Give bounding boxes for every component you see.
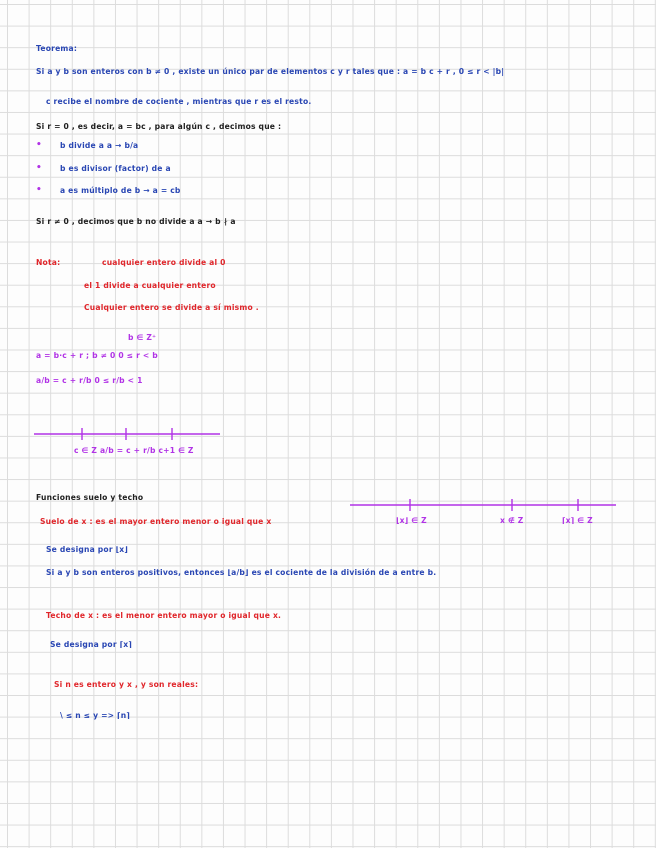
suelo-definition: Suelo de x : es el mayor entero menor o igual que x: [40, 517, 272, 526]
nota-label: Nota:: [36, 258, 61, 267]
theorem-title: Teorema:: [36, 44, 78, 53]
techo-definition: Techo de x : es el menor entero mayor o igual que x.: [46, 611, 282, 620]
nota-line-3: Cualquier entero se divide a sí mismo .: [84, 303, 259, 312]
axis-label-floor: ⌊x⌋ ∈ Z: [396, 516, 427, 525]
theorem-line-4: Si r ≠ 0 , decimos que b no divide a a → b ∤ a: [36, 217, 236, 226]
theorem-line-2: c recibe el nombre de cociente , mientras que r es el resto.: [46, 97, 312, 106]
axis-label-x: x ∉ Z: [500, 516, 524, 525]
techo-property: \ ≤ n ≤ y => ⌈n⌉: [60, 711, 130, 720]
floor-ceil-title: Funciones suelo y techo: [36, 493, 144, 502]
bullet-dot: •: [36, 163, 42, 173]
bullet-1: b divide a a → b/a: [60, 141, 139, 150]
division-eq-2: a/b = c + r/b 0 ≤ r/b < 1: [36, 376, 143, 385]
bullet-dot: •: [36, 185, 42, 195]
bullet-dot: •: [36, 140, 42, 150]
division-eq-1: a = b·c + r ; b ≠ 0 0 ≤ r < b: [36, 351, 158, 360]
theorem-line-3: Si r = 0 , es decir, a = bc , para algún c , decimos que :: [36, 122, 282, 131]
division-line-labels: c ∈ Z a/b = c + r/b c+1 ∈ Z: [74, 446, 194, 455]
bullet-3: a es múltiplo de b → a = cb: [60, 186, 181, 195]
techo-condition: Si n es entero y x , y son reales:: [54, 680, 199, 689]
theorem-line-1: Si a y b son enteros con b ≠ 0 , existe un único par de elementos c y r tales que : a = b c + r , 0 ≤ r < |b|: [36, 67, 505, 76]
suelo-notation: Se designa por ⌊x⌋: [46, 545, 129, 554]
nota-line-2: el 1 divide a cualquier entero: [84, 281, 216, 290]
techo-notation: Se designa por ⌈x⌉: [50, 640, 133, 649]
axis-label-ceil: ⌈x⌉ ∈ Z: [562, 516, 593, 525]
nota-line-1: cualquier entero divide al 0: [102, 258, 226, 267]
bullet-2: b es divisor (factor) de a: [60, 164, 171, 173]
suelo-quotient: Si a y b son enteros positivos, entonces ⌊a/b⌋ es el cociente de la división de a entre b.: [46, 568, 437, 577]
division-condition: b ∈ Z⁺: [128, 333, 157, 342]
